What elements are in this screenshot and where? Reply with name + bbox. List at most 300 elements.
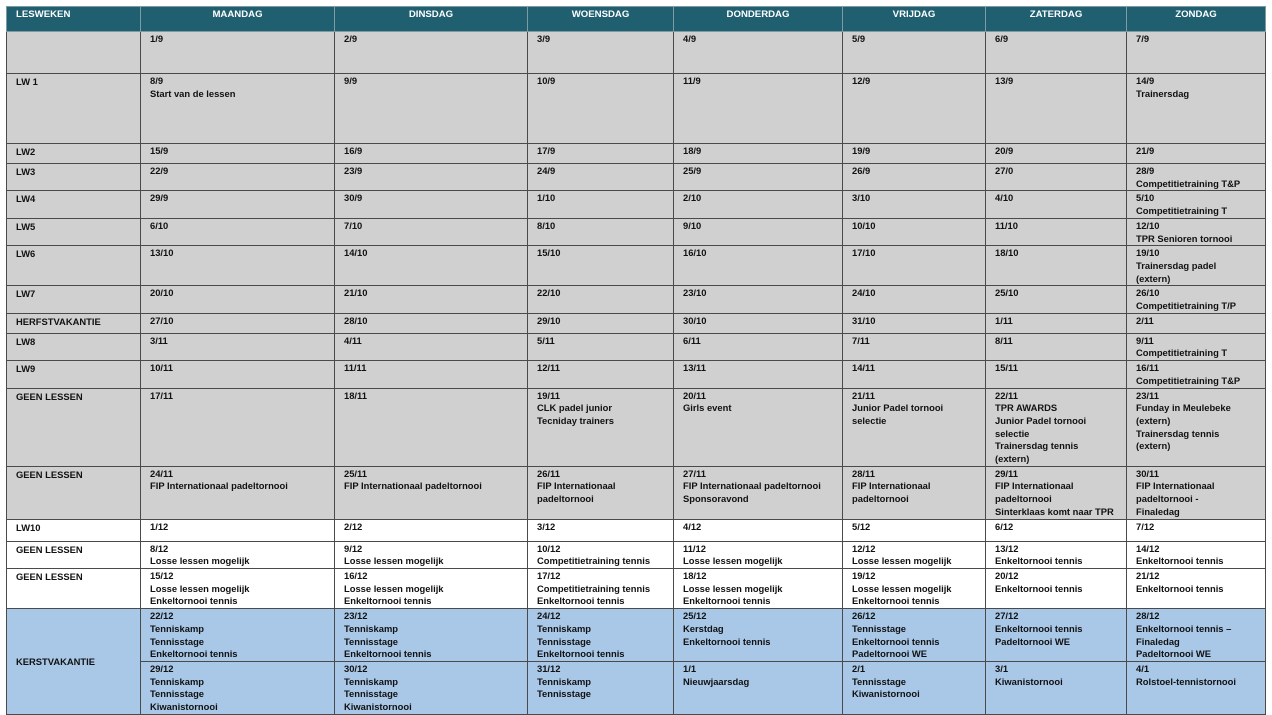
day-date: 24/10: [852, 287, 876, 299]
day-event: Tennisstage: [537, 635, 592, 647]
header-dinsdag: DINSDAG: [335, 7, 528, 32]
day-event: Tennisstage: [537, 688, 592, 700]
day-cell: [335, 333, 528, 360]
day-event: Trainersdag tennis: [1136, 427, 1220, 439]
day-event: Enkeltornooi tennis: [852, 595, 940, 607]
day-date: 25/11: [344, 467, 367, 479]
day-date: 4/11: [344, 334, 362, 346]
day-cell: [1127, 466, 1266, 519]
day-date: 5/11: [537, 334, 555, 346]
day-date: 7/9: [1136, 33, 1150, 44]
day-date: 14/11: [852, 362, 875, 374]
day-event: TPR AWARDS: [995, 402, 1058, 414]
day-event: Enkeltornooi tennis: [537, 648, 625, 660]
day-date: 4/1: [1136, 662, 1150, 674]
day-date: 19/9: [852, 145, 871, 156]
day-cell: [335, 32, 528, 74]
day-date: 12/12: [852, 542, 876, 554]
day-cell: [141, 519, 335, 541]
header-zondag: ZONDAG: [1127, 7, 1266, 32]
day-cell: [986, 609, 1127, 662]
day-event: Losse lessen mogelijk: [683, 555, 783, 567]
day-cell: [674, 218, 843, 245]
day-cell: [674, 466, 843, 519]
day-date: 11/10: [995, 219, 1018, 231]
week-label-cell: [7, 286, 141, 313]
day-date: 21/12: [1136, 569, 1160, 581]
week-label: LW10: [16, 521, 41, 533]
day-cell: [843, 568, 986, 608]
day-cell: [141, 286, 335, 313]
day-date: 18/12: [683, 569, 707, 581]
day-cell: [141, 568, 335, 608]
day-event: Competitietraining T&P: [1136, 177, 1241, 189]
week-label-cell: [7, 246, 141, 286]
day-date: 26/12: [852, 610, 876, 622]
day-date: 2/1: [852, 662, 866, 674]
day-cell: [843, 191, 986, 218]
day-cell: [986, 333, 1127, 360]
day-date: 23/11: [1136, 389, 1159, 401]
day-event: Rolstoel-tennistornooi: [1136, 675, 1236, 687]
table-row: [7, 361, 1266, 388]
week-label-cell: [7, 144, 141, 164]
day-date: 22/9: [150, 165, 169, 176]
day-date: 18/10: [995, 247, 1019, 259]
day-event: Padeltornooi WE: [995, 635, 1070, 647]
day-cell: [528, 661, 674, 714]
week-label-cell: [7, 74, 141, 144]
day-cell: [986, 246, 1127, 286]
day-cell: [528, 568, 674, 608]
week-label: LW 1: [16, 76, 38, 87]
day-event: Losse lessen mogelijk: [683, 582, 783, 594]
week-label: LW9: [16, 363, 36, 375]
day-cell: [843, 218, 986, 245]
table-row: [7, 466, 1266, 519]
day-event: Tenniskamp: [150, 622, 205, 634]
day-cell: [986, 388, 1127, 466]
day-cell: [335, 246, 528, 286]
day-date: 2/10: [683, 192, 702, 204]
day-cell: [528, 541, 674, 568]
day-cell: [843, 466, 986, 519]
day-cell: [1127, 568, 1266, 608]
day-cell: [674, 191, 843, 218]
day-cell: [986, 568, 1127, 608]
day-cell: [141, 191, 335, 218]
day-event: Sinterklaas komt naar TPR: [995, 505, 1114, 517]
day-event: Tennisstage: [344, 635, 399, 647]
day-cell: [1127, 164, 1266, 191]
day-cell: [141, 388, 335, 466]
week-label-cell: [7, 191, 141, 218]
table-row: [7, 541, 1266, 568]
day-date: 30/10: [683, 314, 707, 326]
table-row: [7, 609, 1266, 662]
day-cell: [986, 361, 1127, 388]
week-label: KERSTVAKANTIE: [16, 656, 95, 668]
day-cell: [986, 74, 1127, 144]
day-cell: [843, 609, 986, 662]
day-date: 12/10: [1136, 219, 1160, 231]
day-cell: [141, 144, 335, 164]
day-cell: [528, 218, 674, 245]
day-cell: [335, 361, 528, 388]
day-cell: [528, 191, 674, 218]
day-date: 28/11: [852, 467, 875, 479]
day-date: 15/12: [150, 569, 174, 581]
day-date: 14/10: [344, 247, 368, 259]
day-date: 21/9: [1136, 145, 1155, 156]
day-date: 4/10: [995, 192, 1014, 204]
day-event: TPR Senioren tornooi: [1136, 232, 1233, 244]
day-cell: [141, 218, 335, 245]
day-event: Tenniskamp: [344, 675, 399, 687]
day-cell: [141, 313, 335, 333]
day-cell: [986, 164, 1127, 191]
day-cell: [1127, 246, 1266, 286]
day-event: Enkeltornooi tennis: [344, 648, 432, 660]
day-date: 3/10: [852, 192, 871, 204]
day-cell: [674, 388, 843, 466]
day-date: 3/12: [537, 520, 556, 532]
day-cell: [141, 246, 335, 286]
day-event: Tennisstage: [852, 622, 907, 634]
day-cell: [528, 32, 674, 74]
day-date: 1/12: [150, 520, 169, 532]
day-event: Losse lessen mogelijk: [344, 555, 444, 567]
header-row: [7, 7, 1266, 32]
day-date: 31/10: [852, 314, 876, 326]
table-row: [7, 74, 1266, 144]
day-date: 29/12: [150, 662, 174, 674]
day-date: 2/9: [344, 33, 358, 44]
week-label-cell: [7, 361, 141, 388]
day-cell: [674, 32, 843, 74]
day-event: FIP Internationaal: [537, 480, 616, 492]
day-event: Kiwanistornooi: [344, 701, 412, 713]
day-cell: [335, 164, 528, 191]
day-date: 9/12: [344, 542, 363, 554]
day-cell: [674, 286, 843, 313]
day-cell: [1127, 519, 1266, 541]
day-event: Competitietraining T/P: [1136, 300, 1237, 312]
day-date: 14/12: [1136, 542, 1160, 554]
day-cell: [335, 286, 528, 313]
day-event: Girls event: [683, 402, 732, 414]
day-cell: [528, 313, 674, 333]
day-date: 18/11: [344, 389, 367, 401]
day-date: 13/11: [683, 362, 706, 374]
week-label-cell: [7, 388, 141, 466]
day-event: Kiwanistornooi: [150, 701, 218, 713]
day-cell: [141, 164, 335, 191]
day-event: Losse lessen mogelijk: [150, 555, 250, 567]
day-cell: [141, 32, 335, 74]
day-date: 24/11: [150, 467, 173, 479]
day-cell: [1127, 74, 1266, 144]
day-event: Enkeltornooi tennis –: [1136, 622, 1232, 634]
table-row: [7, 333, 1266, 360]
day-cell: [986, 541, 1127, 568]
week-label: HERFSTVAKANTIE: [16, 315, 101, 327]
day-cell: [843, 144, 986, 164]
day-date: 7/10: [344, 219, 363, 231]
day-cell: [335, 466, 528, 519]
table-row: [7, 164, 1266, 191]
day-date: 12/9: [852, 75, 871, 86]
day-event: Nieuwjaarsdag: [683, 675, 750, 687]
day-cell: [986, 144, 1127, 164]
day-cell: [141, 361, 335, 388]
day-cell: [674, 246, 843, 286]
day-date: 3/9: [537, 33, 551, 44]
week-label: LW7: [16, 288, 36, 300]
day-cell: [335, 388, 528, 466]
day-event: Tenniskamp: [344, 622, 399, 634]
day-date: 25/12: [683, 610, 707, 622]
day-event: (extern): [1136, 414, 1171, 426]
week-label: LW5: [16, 220, 36, 232]
day-date: 23/9: [344, 165, 363, 176]
header-zaterdag: ZATERDAG: [986, 7, 1127, 32]
day-cell: [843, 74, 986, 144]
day-date: 20/11: [683, 389, 706, 401]
day-date: 29/9: [150, 192, 169, 204]
day-cell: [843, 661, 986, 714]
day-date: 14/9: [1136, 75, 1155, 86]
day-cell: [335, 74, 528, 144]
day-date: 22/11: [995, 389, 1018, 401]
week-label: LW4: [16, 193, 36, 205]
day-cell: [986, 661, 1127, 714]
day-date: 8/9: [150, 75, 164, 86]
week-label: GEEN LESSEN: [16, 570, 83, 582]
day-event: Tenniskamp: [537, 622, 592, 634]
day-cell: [335, 144, 528, 164]
day-date: 30/11: [1136, 467, 1159, 479]
day-date: 23/10: [683, 287, 707, 299]
day-date: 26/10: [1136, 287, 1160, 299]
day-cell: [843, 164, 986, 191]
day-cell: [986, 313, 1127, 333]
day-date: 10/12: [537, 542, 561, 554]
week-label-cell: [7, 519, 141, 541]
week-label: LW6: [16, 248, 36, 260]
day-event: Tecniday trainers: [537, 414, 614, 426]
day-cell: [674, 519, 843, 541]
day-date: 24/12: [537, 610, 561, 622]
day-date: 3/1: [995, 662, 1009, 674]
day-event: Tennisstage: [150, 635, 205, 647]
day-cell: [528, 286, 674, 313]
day-event: Losse lessen mogelijk: [852, 582, 952, 594]
day-cell: [1127, 541, 1266, 568]
day-event: Padeltornooi WE: [852, 648, 927, 660]
day-cell: [1127, 313, 1266, 333]
day-event: (extern): [995, 453, 1030, 465]
day-cell: [986, 32, 1127, 74]
day-date: 31/12: [537, 662, 561, 674]
day-event: Competitietraining tennis: [537, 555, 651, 567]
day-date: 15/9: [150, 145, 169, 156]
day-date: 27/12: [995, 610, 1019, 622]
day-date: 13/10: [150, 247, 174, 259]
day-event: Enkeltornooi tennis: [1136, 555, 1224, 567]
day-event: Padeltornooi WE: [1136, 648, 1211, 660]
day-cell: [1127, 609, 1266, 662]
day-event: Enkeltornooi tennis: [344, 595, 432, 607]
day-cell: [335, 541, 528, 568]
day-date: 25/9: [683, 165, 702, 176]
day-date: 6/12: [995, 520, 1014, 532]
day-event: FIP Internationaal: [1136, 480, 1215, 492]
day-event: Trainersdag: [1136, 87, 1190, 99]
day-cell: [335, 568, 528, 608]
week-label: LW3: [16, 166, 36, 177]
day-cell: [674, 361, 843, 388]
day-date: 23/12: [344, 610, 368, 622]
day-date: 26/11: [537, 467, 560, 479]
day-event: Enkeltornooi tennis: [537, 595, 625, 607]
day-event: Competitietraining T: [1136, 347, 1228, 359]
day-date: 24/9: [537, 165, 556, 176]
day-date: 2/12: [344, 520, 363, 532]
day-date: 29/11: [995, 467, 1018, 479]
day-date: 3/11: [150, 334, 168, 346]
day-date: 9/10: [683, 219, 702, 231]
day-date: 19/12: [852, 569, 876, 581]
day-event: Enkeltornooi tennis: [1136, 582, 1224, 594]
day-cell: [141, 466, 335, 519]
day-date: 5/12: [852, 520, 871, 532]
day-date: 30/9: [344, 192, 363, 204]
table-row: [7, 246, 1266, 286]
day-event: Competitietraining tennis: [537, 582, 651, 594]
day-event: Junior Padel tornooi: [995, 414, 1087, 426]
day-date: 5/9: [852, 33, 866, 44]
calendar-header: [7, 7, 1266, 32]
day-cell: [1127, 191, 1266, 218]
week-label: LW8: [16, 335, 36, 347]
day-date: 21/11: [852, 389, 875, 401]
day-date: 2/11: [1136, 314, 1154, 326]
week-label: GEEN LESSEN: [16, 468, 83, 480]
table-row: [7, 388, 1266, 466]
day-event: Enkeltornooi tennis: [150, 595, 238, 607]
day-event: Sponsoravond: [683, 493, 749, 505]
day-cell: [674, 164, 843, 191]
week-label-cell: [7, 466, 141, 519]
day-event: padeltornooi: [995, 493, 1052, 505]
day-date: 20/12: [995, 569, 1019, 581]
day-event: selectie: [852, 414, 887, 426]
day-cell: [843, 286, 986, 313]
day-cell: [843, 246, 986, 286]
day-event: selectie: [995, 427, 1030, 439]
day-cell: [1127, 218, 1266, 245]
day-event: Enkeltornooi tennis: [995, 582, 1083, 594]
week-label-cell: [7, 541, 141, 568]
day-date: 15/11: [995, 362, 1018, 374]
day-cell: [1127, 661, 1266, 714]
day-date: 25/10: [995, 287, 1019, 299]
week-label-cell: [7, 164, 141, 191]
week-label-cell: [7, 333, 141, 360]
header-woensdag: WOENSDAG: [528, 7, 674, 32]
day-cell: [843, 333, 986, 360]
table-row: [7, 568, 1266, 608]
day-date: 6/11: [683, 334, 701, 346]
day-date: 17/10: [852, 247, 876, 259]
day-cell: [528, 144, 674, 164]
day-event: Losse lessen mogelijk: [344, 582, 444, 594]
day-event: Losse lessen mogelijk: [150, 582, 250, 594]
header-donderdag: DONDERDAG: [674, 7, 843, 32]
day-date: 28/9: [1136, 165, 1155, 176]
day-cell: [843, 541, 986, 568]
day-date: 22/12: [150, 610, 174, 622]
lesweken-calendar-table: [6, 6, 1266, 715]
day-event: Enkeltornooi tennis: [995, 555, 1083, 567]
table-row: [7, 661, 1266, 714]
day-cell: [843, 313, 986, 333]
day-event: Losse lessen mogelijk: [852, 555, 952, 567]
day-cell: [986, 519, 1127, 541]
day-cell: [674, 333, 843, 360]
day-cell: [1127, 388, 1266, 466]
day-cell: [843, 388, 986, 466]
day-date: 30/12: [344, 662, 368, 674]
day-event: Funday in Meulebeke: [1136, 402, 1231, 414]
week-label-cell: [7, 313, 141, 333]
table-row: [7, 218, 1266, 245]
day-date: 10/11: [150, 362, 173, 374]
week-label-cell: [7, 609, 141, 715]
day-event: FIP Internationaal padeltornooi: [683, 480, 821, 492]
day-date: 5/10: [1136, 192, 1155, 204]
day-event: Kiwanistornooi: [852, 688, 920, 700]
day-date: 8/12: [150, 542, 169, 554]
week-label: LW2: [16, 146, 36, 157]
day-event: Trainersdag padel: [1136, 259, 1217, 271]
day-cell: [1127, 361, 1266, 388]
day-cell: [141, 609, 335, 662]
day-event: Junior Padel tornooi: [852, 402, 944, 414]
week-label: GEEN LESSEN: [16, 543, 83, 555]
day-date: 15/10: [537, 247, 561, 259]
day-cell: [335, 191, 528, 218]
day-cell: [528, 609, 674, 662]
day-cell: [528, 519, 674, 541]
day-cell: [528, 361, 674, 388]
day-event: padeltornooi: [852, 493, 909, 505]
day-event: Tennisstage: [344, 688, 399, 700]
day-date: 26/9: [852, 165, 871, 176]
day-date: 20/10: [150, 287, 174, 299]
day-cell: [986, 218, 1127, 245]
day-date: 13/9: [995, 75, 1014, 86]
day-cell: [528, 333, 674, 360]
day-date: 27/10: [150, 314, 174, 326]
day-date: 1/9: [150, 33, 164, 44]
day-cell: [986, 191, 1127, 218]
day-cell: [674, 609, 843, 662]
day-event: (extern): [1136, 440, 1171, 452]
day-date: 1/11: [995, 314, 1013, 326]
day-date: 7/12: [1136, 520, 1155, 532]
